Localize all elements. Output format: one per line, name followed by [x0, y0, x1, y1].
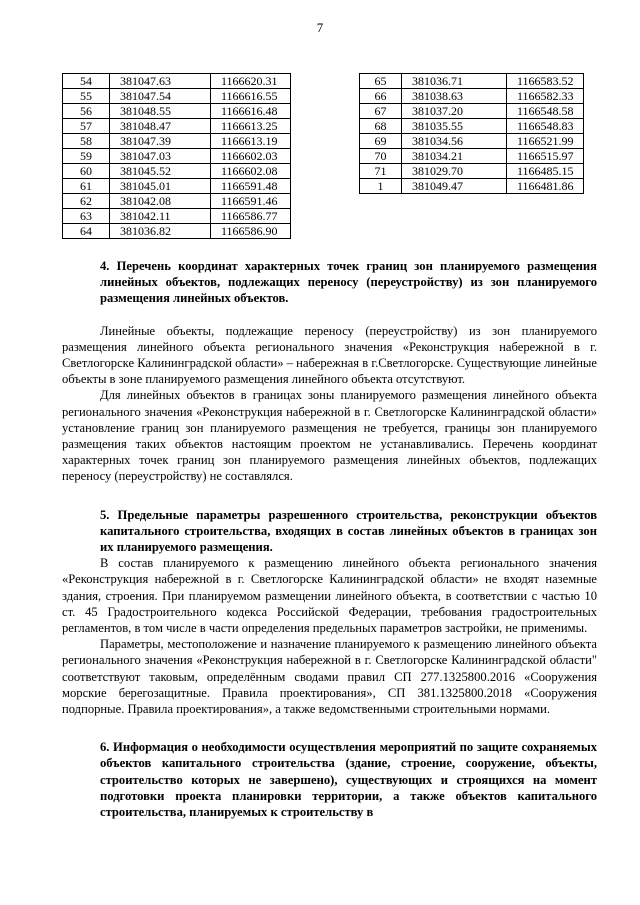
point-number-cell: 57	[63, 119, 110, 134]
table-row	[63, 179, 291, 194]
x-coordinate-cell: 381036.71	[402, 74, 507, 89]
point-number-cell: 71	[360, 164, 402, 179]
x-coordinate-cell: 381036.82	[110, 224, 211, 239]
section-5-paragraph-2: Параметры, местоположение и назначение планируемого к размещению линейного объекта регионального значения «Реконструкция набережной в г. Светлогорске Калининградской области" соответствуют таковым, определённым сводами правил СП 277.1325800.2016 «Сооружения морские берегозащитные. Правила проектирования», СП 381.1325800.2018 «Сооружения подпорные. Правила проектирования», а также ведомственными строительными нормами.	[62, 637, 597, 717]
table-row	[360, 164, 584, 179]
x-coordinate-cell: 381045.52	[110, 164, 211, 179]
table-row	[63, 119, 291, 134]
y-coordinate-cell: 1166616.48	[211, 104, 291, 119]
x-coordinate-cell: 381034.21	[402, 149, 507, 164]
coordinates-table-right	[359, 73, 584, 194]
x-coordinate-cell: 381048.47	[110, 119, 211, 134]
x-coordinate-cell: 381048.55	[110, 104, 211, 119]
y-coordinate-cell: 1166602.08	[211, 164, 291, 179]
x-coordinate-cell: 381038.63	[402, 89, 507, 104]
table-row	[360, 104, 584, 119]
table-row	[360, 134, 584, 149]
table-row	[360, 149, 584, 164]
point-number-cell: 1	[360, 179, 402, 194]
table-row	[63, 74, 291, 89]
table-row	[63, 89, 291, 104]
y-coordinate-cell: 1166521.99	[507, 134, 584, 149]
table-row	[63, 224, 291, 239]
point-number-cell: 59	[63, 149, 110, 164]
section-4-heading: 4. Перечень координат характерных точек границ зон планируемого размещения линейных объектов, подлежащих переносу (переустройству) из зон планируемого размещения линейных объектов.	[100, 259, 597, 306]
table-row	[360, 74, 584, 89]
point-number-cell: 62	[63, 194, 110, 209]
y-coordinate-cell: 1166548.83	[507, 119, 584, 134]
section-5-heading: 5. Предельные параметры разрешенного строительства, реконструкции объектов капитального строительства, входящих в состав линейных объектов в границах зон их планируемого размещения.	[100, 507, 597, 555]
y-coordinate-cell: 1166616.55	[211, 89, 291, 104]
table-row	[63, 134, 291, 149]
table-row	[63, 209, 291, 224]
point-number-cell: 69	[360, 134, 402, 149]
x-coordinate-cell: 381042.11	[110, 209, 211, 224]
point-number-cell: 63	[63, 209, 110, 224]
document-body	[62, 258, 597, 820]
y-coordinate-cell: 1166613.19	[211, 134, 291, 149]
x-coordinate-cell: 381047.54	[110, 89, 211, 104]
x-coordinate-cell: 381047.39	[110, 134, 211, 149]
point-number-cell: 64	[63, 224, 110, 239]
y-coordinate-cell: 1166485.15	[507, 164, 584, 179]
y-coordinate-cell: 1166591.46	[211, 194, 291, 209]
x-coordinate-cell: 381034.56	[402, 134, 507, 149]
table-row	[63, 149, 291, 164]
point-number-cell: 58	[63, 134, 110, 149]
x-coordinate-cell: 381029.70	[402, 164, 507, 179]
y-coordinate-cell: 1166481.86	[507, 179, 584, 194]
page-number: 7	[316, 20, 324, 35]
y-coordinate-cell: 1166583.52	[507, 74, 584, 89]
point-number-cell: 68	[360, 119, 402, 134]
point-number-cell: 66	[360, 89, 402, 104]
table-row	[63, 194, 291, 209]
x-coordinate-cell: 381037.20	[402, 104, 507, 119]
section-4-paragraph-2: Для линейных объектов в границах зоны планируемого размещения линейного объекта регионального значения «Реконструкция набережной в г. Светлогорске Калининградской области» установление границ зон планируемого размещения не требуется, границы зон планируемого размещения таких объектов настоящим проектом не устанавливались. Перечень координат характерных точек границ зон планируемого размещения линейных объектов, подлежащих переносу (переустройству) не составлялся.	[62, 388, 597, 484]
y-coordinate-cell: 1166582.33	[507, 89, 584, 104]
point-number-cell: 55	[63, 89, 110, 104]
section-5-paragraph-1: В состав планируемого к размещению линейного объекта регионального значения «Реконструкция набережной в г. Светлогорске Калининградской области» не входят наземные здания, строения. При планируемом размещении линейного объекта, в соответствии с частью 10 ст. 45 Градостроительного кодекса Российской Федерации, требования градостроительных регламентов, в том числе в части определения предельных параметров застройки, не применимы.	[62, 556, 597, 636]
y-coordinate-cell: 1166515.97	[507, 149, 584, 164]
point-number-cell: 54	[63, 74, 110, 89]
table-row	[360, 89, 584, 104]
point-number-cell: 61	[63, 179, 110, 194]
y-coordinate-cell: 1166548.58	[507, 104, 584, 119]
table-row	[360, 119, 584, 134]
point-number-cell: 56	[63, 104, 110, 119]
x-coordinate-cell: 381047.03	[110, 149, 211, 164]
point-number-cell: 60	[63, 164, 110, 179]
x-coordinate-cell: 381035.55	[402, 119, 507, 134]
x-coordinate-cell: 381042.08	[110, 194, 211, 209]
table-row	[63, 164, 291, 179]
section-6-heading: 6. Информация о необходимости осуществления мероприятий по защите сохраняемых объектов капитального строительства (здание, строение, сооружение, объекты, строительство которых не завершено), существующих и строящихся на момент подготовки проекта планировки территории, а также объектов капитального строительства, планируемых к строительству в	[100, 740, 597, 820]
x-coordinate-cell: 381047.63	[110, 74, 211, 89]
section-4-paragraph-1: Линейные объекты, подлежащие переносу (переустройству) из зон планируемого размещения линейного объекта регионального значения «Реконструкция набережной в г. Светлогорске Калининградской области» – набережная в г.Светлогорске. Существующие линейные объекты в зоне планируемого размещения линейного объекта отсутствуют.	[62, 323, 597, 387]
point-number-cell: 67	[360, 104, 402, 119]
y-coordinate-cell: 1166602.03	[211, 149, 291, 164]
x-coordinate-cell: 381045.01	[110, 179, 211, 194]
point-number-cell: 70	[360, 149, 402, 164]
x-coordinate-cell: 381049.47	[402, 179, 507, 194]
y-coordinate-cell: 1166591.48	[211, 179, 291, 194]
y-coordinate-cell: 1166586.77	[211, 209, 291, 224]
table-row	[63, 104, 291, 119]
y-coordinate-cell: 1166586.90	[211, 224, 291, 239]
coordinates-table-left	[62, 73, 291, 239]
y-coordinate-cell: 1166613.25	[211, 119, 291, 134]
point-number-cell: 65	[360, 74, 402, 89]
table-row	[360, 179, 584, 194]
y-coordinate-cell: 1166620.31	[211, 74, 291, 89]
